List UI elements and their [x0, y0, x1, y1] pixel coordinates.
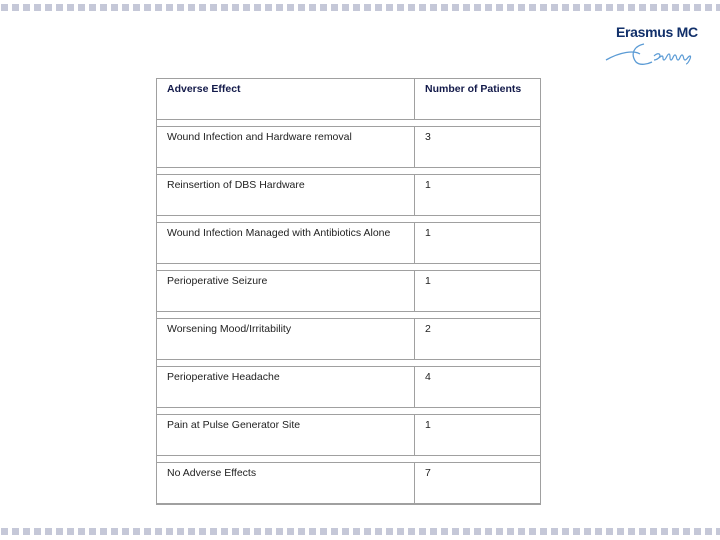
border-dot — [595, 528, 602, 535]
table-row — [157, 271, 540, 311]
border-dot — [683, 4, 690, 11]
border-dot — [34, 4, 41, 11]
border-dot — [683, 528, 690, 535]
border-dot — [573, 4, 580, 11]
border-dot — [155, 528, 162, 535]
border-dot — [441, 528, 448, 535]
border-dot — [254, 4, 261, 11]
border-dot — [265, 4, 272, 11]
border-dot — [661, 528, 668, 535]
adverse-effect-cell: Wound Infection Managed with Antibiotics Alone — [157, 223, 415, 263]
border-dot — [650, 4, 657, 11]
border-dot — [507, 4, 514, 11]
erasmus-mc-logo — [600, 22, 710, 70]
adverse-effect-cell: Perioperative Seizure — [157, 271, 415, 311]
border-dot — [221, 528, 228, 535]
logo-wordmark: Erasmus MC — [616, 24, 698, 40]
border-dot — [122, 4, 129, 11]
border-dot — [397, 528, 404, 535]
row-separator — [157, 119, 540, 127]
border-dot — [617, 528, 624, 535]
border-dot — [309, 528, 316, 535]
border-dot — [331, 4, 338, 11]
border-dot — [375, 528, 382, 535]
row-separator — [157, 263, 540, 271]
border-dot — [111, 528, 118, 535]
border-dot — [540, 528, 547, 535]
patient-count-cell: 2 — [425, 323, 431, 335]
border-dot — [386, 4, 393, 11]
border-dot — [89, 4, 96, 11]
border-dot — [133, 528, 140, 535]
border-dot — [452, 528, 459, 535]
border-dot — [386, 528, 393, 535]
border-dot — [705, 528, 712, 535]
border-dot — [430, 528, 437, 535]
patient-count-cell: 7 — [425, 467, 431, 479]
border-dot — [694, 528, 701, 535]
border-dot — [485, 4, 492, 11]
border-dot — [562, 4, 569, 11]
adverse-effects-table — [156, 78, 541, 505]
border-dot — [419, 4, 426, 11]
adverse-effect-cell: Worsening Mood/Irritability — [157, 319, 415, 359]
table-row — [157, 127, 540, 167]
border-dot — [419, 528, 426, 535]
border-dot — [56, 4, 63, 11]
border-dot — [474, 4, 481, 11]
border-dot — [232, 4, 239, 11]
border-dot — [199, 4, 206, 11]
border-dot — [34, 528, 41, 535]
border-dot — [166, 528, 173, 535]
border-dot — [320, 4, 327, 11]
patient-count-cell: 1 — [425, 275, 431, 287]
border-dot — [364, 528, 371, 535]
border-dot — [265, 528, 272, 535]
border-dot — [375, 4, 382, 11]
adverse-effect-cell: Perioperative Headache — [157, 367, 415, 407]
table-row — [157, 415, 540, 455]
border-dot — [199, 528, 206, 535]
border-dot — [474, 528, 481, 535]
border-dot — [628, 4, 635, 11]
border-dot — [606, 4, 613, 11]
border-dot — [210, 4, 217, 11]
row-separator — [157, 311, 540, 319]
table-row — [157, 175, 540, 215]
border-dot — [67, 4, 74, 11]
logo-script-icon — [600, 40, 710, 68]
bottom-dotted-border — [0, 528, 720, 536]
border-dot — [353, 4, 360, 11]
border-dot — [342, 4, 349, 11]
border-dot — [650, 528, 657, 535]
adverse-effect-cell: Reinsertion of DBS Hardware — [157, 175, 415, 215]
border-dot — [100, 4, 107, 11]
border-dot — [100, 528, 107, 535]
border-dot — [452, 4, 459, 11]
border-dot — [243, 528, 250, 535]
border-dot — [430, 4, 437, 11]
border-dot — [584, 4, 591, 11]
patient-count-cell: 3 — [425, 131, 431, 143]
border-dot — [606, 528, 613, 535]
patient-count-cell: 4 — [425, 371, 431, 383]
border-dot — [441, 4, 448, 11]
row-separator — [157, 455, 540, 463]
border-dot — [12, 528, 19, 535]
border-dot — [518, 4, 525, 11]
border-dot — [276, 528, 283, 535]
border-dot — [584, 528, 591, 535]
border-dot — [518, 528, 525, 535]
border-dot — [342, 528, 349, 535]
adverse-effect-cell: Pain at Pulse Generator Site — [157, 415, 415, 455]
border-dot — [287, 528, 294, 535]
border-dot — [144, 4, 151, 11]
border-dot — [78, 4, 85, 11]
border-dot — [221, 4, 228, 11]
border-dot — [23, 528, 30, 535]
border-dot — [133, 4, 140, 11]
border-dot — [705, 4, 712, 11]
border-dot — [408, 4, 415, 11]
border-dot — [463, 528, 470, 535]
border-dot — [639, 4, 646, 11]
border-dot — [45, 4, 52, 11]
border-dot — [617, 4, 624, 11]
table-row — [157, 223, 540, 263]
adverse-effect-cell: No Adverse Effects — [157, 463, 415, 503]
border-dot — [188, 528, 195, 535]
border-dot — [661, 4, 668, 11]
border-dot — [364, 4, 371, 11]
border-dot — [1, 4, 8, 11]
border-dot — [78, 528, 85, 535]
border-dot — [111, 4, 118, 11]
border-dot — [672, 4, 679, 11]
border-dot — [529, 528, 536, 535]
patient-count-cell: 1 — [425, 179, 431, 191]
border-dot — [122, 528, 129, 535]
border-dot — [89, 528, 96, 535]
border-dot — [45, 528, 52, 535]
border-dot — [694, 4, 701, 11]
border-dot — [331, 528, 338, 535]
adverse-effect-cell: Wound Infection and Hardware removal — [157, 127, 415, 167]
border-dot — [254, 528, 261, 535]
border-dot — [639, 528, 646, 535]
patient-count-cell: 1 — [425, 419, 431, 431]
border-dot — [551, 4, 558, 11]
border-dot — [320, 528, 327, 535]
border-dot — [1, 528, 8, 535]
border-dot — [551, 528, 558, 535]
row-separator — [157, 167, 540, 175]
border-dot — [507, 528, 514, 535]
border-dot — [496, 4, 503, 11]
top-dotted-border — [0, 4, 720, 12]
border-dot — [177, 4, 184, 11]
border-dot — [243, 4, 250, 11]
row-separator — [157, 359, 540, 367]
border-dot — [595, 4, 602, 11]
border-dot — [12, 4, 19, 11]
border-dot — [716, 4, 720, 11]
border-dot — [496, 528, 503, 535]
border-dot — [353, 528, 360, 535]
border-dot — [166, 4, 173, 11]
column-header-adverse-effect: Adverse Effect — [157, 79, 415, 119]
row-separator — [157, 407, 540, 415]
border-dot — [23, 4, 30, 11]
border-dot — [408, 528, 415, 535]
border-dot — [397, 4, 404, 11]
border-dot — [67, 528, 74, 535]
border-dot — [716, 528, 720, 535]
row-separator — [157, 215, 540, 223]
border-dot — [672, 528, 679, 535]
border-dot — [529, 4, 536, 11]
table-row — [157, 463, 540, 503]
border-dot — [562, 528, 569, 535]
border-dot — [298, 528, 305, 535]
border-dot — [56, 528, 63, 535]
table-row — [157, 319, 540, 359]
column-header-number-of-patients: Number of Patients — [425, 83, 522, 95]
patient-count-cell: 1 — [425, 227, 431, 239]
border-dot — [287, 4, 294, 11]
border-dot — [628, 528, 635, 535]
border-dot — [276, 4, 283, 11]
border-dot — [298, 4, 305, 11]
border-dot — [144, 528, 151, 535]
border-dot — [177, 528, 184, 535]
table-header-row — [157, 79, 540, 119]
border-dot — [463, 4, 470, 11]
border-dot — [540, 4, 547, 11]
table-row — [157, 367, 540, 407]
border-dot — [573, 528, 580, 535]
border-dot — [188, 4, 195, 11]
border-dot — [309, 4, 316, 11]
border-dot — [232, 528, 239, 535]
border-dot — [485, 528, 492, 535]
border-dot — [155, 4, 162, 11]
border-dot — [210, 528, 217, 535]
